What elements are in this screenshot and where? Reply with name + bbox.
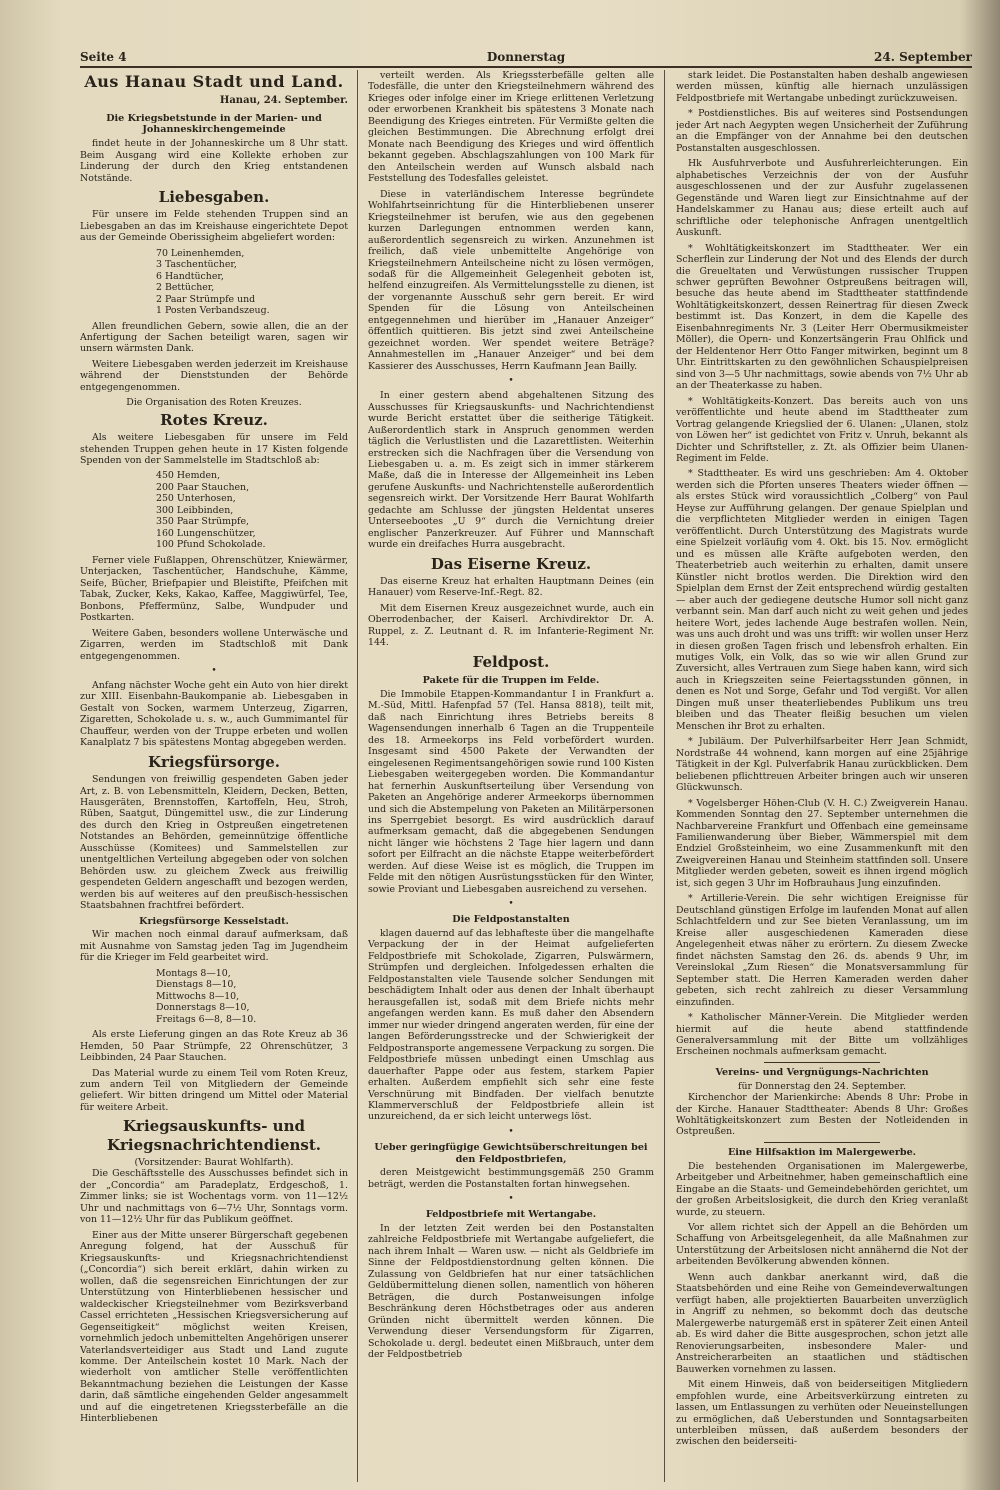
column-3: [676, 70, 968, 1482]
list-item: Freitags 6—8, 8—10.: [156, 1013, 257, 1025]
article-text: Hk Ausfuhrverbote und Ausfuhrerleichterungen. Ein alphabetisches Verzeichnis der von der Ausfuhr ausgeschlossenen und der zur Ausfuhr zugelassenen Gegenstände und Waren liegt zur Einsichtnahme auf der Handelskammer zu Hanau aus; diese erteilt auch auf schriftliche oder telephonische Anfragen unentgeltlich Auskunft.: [676, 158, 968, 239]
separator-dot: •: [508, 376, 514, 387]
article-heading: Eine Hilfsaktion im Malergewerbe.: [727, 1146, 917, 1158]
list-item: 250 Unterhosen,: [156, 493, 236, 505]
list-item: Montags 8—10,: [156, 967, 231, 979]
article-heading: Feldpostbriefe mit Wertangabe.: [425, 1209, 597, 1221]
list-item: 160 Lungenschützer,: [156, 527, 256, 539]
header-rule: [80, 66, 972, 68]
article-text: Wir machen noch einmal darauf aufmerksam, daß mit Ausnahme von Samstag jeden Tag im Jugendheim für die Krieger im Feld gearbeitet wird.: [80, 929, 348, 964]
schedule-list: [156, 968, 348, 1025]
list-item: 3 Taschentücher,: [156, 259, 237, 271]
article-heading: Pakete für die Truppen im Felde.: [422, 675, 600, 687]
article-byline: (Vorsitzender: Baurat Wohlfarth).: [134, 1157, 294, 1169]
list-item: 1 Posten Verbandszeug.: [156, 305, 270, 317]
issue-date: 24. September: [874, 50, 972, 64]
article-text: verteilt werden. Als Kriegssterbefälle gelten alle Todesfälle, die unter den Kriegsteilnehmern während des Krieges oder infolge einer im Kriege erlittenen Verletzung oder erworbenen Krankheit bis spätestens 3 Monate nach Beendigung des Krieges eintreten. Für Vermißte gelten die gleichen Bestimmungen. Die Abrechnung erfolgt drei Monate nach Beendigung des Krieges und wird öffentlich bekannt gegeben. Abschlagszahlungen von 100 Mark für den Anteilschein werden auf Wunsch alsbald nach Feststellung des Todesfalles geleistet.: [368, 70, 654, 185]
article-text: Allen freundlichen Gebern, sowie allen, die an der Anfertigung der Sachen beteiligt waren, sagen wir unsern wärmsten Dank.: [80, 320, 348, 355]
article-text: Die Geschäftsstelle des Ausschusses befindet sich in der „Concordia“ am Paradeplatz, Erdgeschoß, 1. Zimmer links; sie ist Wochentags vorm. von 11—12½ Uhr und nachmittags von 6—7½ Uhr, Sonntags vorm. von 11—12½ Uhr für das Publikum geöffnet.: [80, 1168, 348, 1226]
article-text: In der letzten Zeit werden bei den Postanstalten zahlreiche Feldpostbriefe mit Wertangabe aufgeliefert, die nach ihrem Inhalt — Waren usw. — nicht als Geldbriefe im Sinne der Feldpostdienstordnung gelten können. Die Zulassung von Geldbriefen hat nur einer tatsächlichen Geldübermittelung dienen sollen, namentlich von höheren Beträgen, die durch Postanweisungen infolge Beschränkung deren Höchstbetrages oder aus anderen Gründen nicht übermittelt werden können. Die Verwendung dieser Versendungsform für Zigarren, Schokolade u. dergl. bedeutet einen Mißbrauch, unter dem der Feldpostbetrieb: [368, 1222, 654, 1361]
divider: [764, 1142, 881, 1143]
article-heading: Kriegsfürsorge.: [148, 752, 280, 771]
article-text: * Artillerie-Verein. Die sehr wichtigen Ereignisse für Deutschland günstigen Erfolge im laufenden Monat auf allen Schlachtfeldern und zur See bieten Veranlassung, um im Kreise aller ausgeschiedenen Kameraden diese Angelegenheit etwas näher zu erörtern. Zu diesem Zwecke findet nächsten Samstag den 26. ds. abends 9 Uhr, im Vereinslokal „Zum Riesen“ die Monatsversammlung für September statt. Die Herren Kameraden werden daher gebeten, sich recht zahlreich zu dieser Versammlung einzufinden.: [676, 893, 968, 1008]
article-text: findet heute in der Johanneskirche um 8 Uhr statt. Beim Ausgang wird eine Kollekte erhoben zur Linderung der durch den Krieg entstandenen Notstände.: [80, 138, 348, 184]
article-text: Das eiserne Kreuz hat erhalten Hauptmann Deines (ein Hanauer) vom Reserve-Inf.-Regt. 82.: [368, 576, 654, 599]
page-number: Seite 4: [80, 50, 127, 64]
article-text: Die Immobile Etappen-Kommandantur I in Frankfurt a. M.-Süd, Mittl. Hafenpfad 57 (Tel. Hansa 8818), teilt mit, daß nach Einrichtung ihres Betriebs bereits 8 Wagensendungen innerhalb 6 Tagen an die Truppenteile des 18. Armeekorps ins Feld vorbefördert wurden. Insgesamt sind 4500 Pakete der Verwandten der eingelesenen Regimentsangehörigen sowie rund 100 Kisten Liebesgaben weitergegeben worden. Die Kommandantur hat fernerhin Auskunftserteilung über Versendung von Paketen an Angehörige anderer Armeekorps übernommen und sich die Abstempelung von Paketen an Militärpersonen ins Sperrgebiet besorgt. Es wird ausdrücklich darauf aufmerksam gemacht, daß die abgegebenen Sendungen nicht länger wie höchstens 2 Tage hier lagern und dann sofort per Eilfracht an die nächste Etappe weiterbefördert werden. Auf diese Weise ist es möglich, die Truppen im Felde mit den nötigen Ausrüstungsstücken für den Winter, sowie Proviant und Liebesgaben ausreichend zu versehen.: [368, 688, 654, 895]
article-text: * Jubiläum. Der Pulverhilfsarbeiter Herr Jean Schmidt, Nordstraße 44 wohnend, kann morgen auf eine 25jährige Tätigkeit in der Kgl. Pulverfabrik Hanau zurückblicken. Dem beliebenen pflichttreuen Arbeiter bringen auch wir unseren Glückwunsch.: [676, 736, 968, 794]
article-text: In einer gestern abend abgehaltenen Sitzung des Ausschusses für Kriegsauskunfts- und Nachrichtendienst wurde Bericht erstattet über die seitherige Tätigkeit. Außerordentlich stark in Anspruch genommen werden täglich die Verlustlisten und die Lazarettlisten. Weiterhin erstrecken sich die Nachfragen über die Versendung von Liebesgaben u. a. m. Es zeigt sich in immer stärkerem Maße, daß die in Interesse der Allgemeinheit ins Leben gerufene Auskunfts- und Nachrichtenstelle außerordentlich segensreich wirkt. Der Vorsitzende Herr Baurat Wohlfarth gedachte am Schlusse der jüngsten Heldentat unseres Unterseebootes „U 9“ durch die Vernichtung dreier englischer Panzerkreuzer. Auf Führer und Mannschaft wurde ein dreifaches Hurra ausgebracht.: [368, 390, 654, 551]
page-header: [80, 46, 972, 68]
article-heading: Kriegsfürsorge Kesselstadt.: [139, 915, 289, 927]
column-separator: [357, 70, 358, 1482]
article-text: Ferner viele Fußlappen, Ohrenschützer, Kniewärmer, Unterjacken, Taschentücher, Handschuhe, Kämme, Seife, Bücher, Briefpapier und Bleistifte, Pfeifchen mit Tabak, Zucker, Keks, Kakao, Kaffee, Maggiwürfel, Tee, Bonbons, Pfeffermünz, Salbe, Wundpuder und Postkarten.: [80, 554, 348, 624]
article-text: Die bestehenden Organisationen im Malergewerbe, Arbeitgeber und Arbeitnehmer, haben gemeinschaftlich eine Eingabe an die Staats- und Gemeindebehörden gerichtet, um der großen Arbeitslosigkeit, die durch den Krieg veranlaßt wurde, zu steuern.: [676, 1160, 968, 1218]
separator-dot: •: [508, 1194, 514, 1205]
article-heading: Das Eiserne Kreuz.: [430, 554, 592, 573]
article-text: Als weitere Liebesgaben für unsere im Feld stehenden Truppen gehen heute in 17 Kisten folgende Spenden von der Sammelstelle im Stadtschloß ab:: [80, 432, 348, 467]
article-text: Für unsere im Felde stehenden Truppen sind an Liebesgaben an das im Kreishause eingerichtete Depot aus der Gemeinde Oberissigheim abgeliefert worden:: [80, 209, 348, 244]
article-text: stark leidet. Die Postanstalten haben deshalb angewiesen werden müssen, künftig alle hiernach unzulässigen Feldpostbriefe mit Wertangabe unbedingt zurückzuweisen.: [676, 70, 968, 104]
article-text: Mit dem Eisernen Kreuz ausgezeichnet wurde, auch ein Oberrodenbacher, der Kaiserl. Archivdirektor Dr. A. Ruppel, z. Z. Leutnant d. R. im Infanterie-Regiment Nr. 144.: [368, 602, 654, 649]
list-item: Dienstags 8—10,: [156, 979, 237, 991]
signature: Die Organisation des Roten Kreuzes.: [126, 397, 302, 409]
donation-list: [156, 470, 348, 550]
article-text: Kirchenchor der Marienkirche: Abends 8 Uhr: Probe in der Kirche. Hanauer Stadttheater: Abends 8 Uhr: Großes Wohltätigkeitskonzert zum Besten der Notleidenden in Ostpreußen.: [676, 1092, 968, 1138]
article-text: deren Meistgewicht bestimmungsgemäß 250 Gramm beträgt, werden die Postanstalten fortan hinwegsehen.: [368, 1167, 654, 1190]
dateline: Hanau, 24. September.: [219, 94, 348, 106]
article-heading: Liebesgaben.: [158, 187, 270, 206]
article-heading: Vereins- und Vergnügungs-Nachrichten: [715, 1066, 929, 1078]
section-title: Aus Hanau Stadt und Land.: [84, 72, 344, 91]
list-item: 2 Paar Strümpfe und: [156, 293, 256, 305]
article-text: klagen dauernd auf das lebhafteste über die mangelhafte Verpackung der in der Heimat aufgelieferten Feldpostbriefe mit Schokolade, Zigarren, Pulswärmern, Strümpfen und dergleichen. Infolgedessen erhalten die Feldpostanstalten viele Tausende solcher Sendungen mit beschädigtem Inhalt oder aus denen der Inhalt überhaupt herausgefallen ist, sodaß mit dem Briefe nichts mehr angefangen werden kann. Es muß daher den Absendern immer nur wieder dringend angeraten werden, für eine der langen Beförderungsstrecke und der Schwierigkeit der Feldpostransporte angemessene Verpackung zu sorgen. Die Feldpostbriefe müssen unbedingt einen Umschlag aus dauerhafter Pappe oder aus festem, starkem Papier erhalten. Außerdem empfiehlt sich sehr eine feste Verschnürung mit Bindfaden. Der vielfach benutzte Klammerverschluß der Feldpostbriefe allein ist unzureichend, da er sich leicht unterwegs löst.: [368, 927, 654, 1123]
article-text: * Vogelsberger Höhen-Club (V. H. C.) Zweigverein Hanau. Kommenden Sonntag den 27. September unternehmen die Nachbarvereine Frankfurt und Offenbach eine gemeinsame Familienwanderung über Bieber, Wämmerspiel mit dem Endziel Großsteinheim, wo eine Zusammenkunft mit den Zweigvereinen Hanau und Steinheim stattfinden soll. Unsere Mitglieder werden gebeten, soweit es ihnen irgend möglich ist, sich gegen 3 Uhr im Hofbrauhaus Jung einzufinden.: [676, 797, 968, 889]
article-heading: Feldpost.: [472, 652, 550, 671]
separator-dot: •: [508, 1126, 514, 1137]
article-text: Anfang nächster Woche geht ein Auto von hier direkt zur XIII. Eisenbahn-Baukompanie ab. Liebesgaben in Gestalt von Socken, warmem Unterzeug, Zigarren, Zigaretten, Schokolade u. s. w., auch Gummimantel für Chauffeur, werden von der Truppe erbeten und wollen Kanalplatz 7 bis spätestens Montag abgegeben werden.: [80, 679, 348, 749]
column-2: [368, 70, 654, 1482]
column-1: [80, 70, 348, 1482]
list-item: 6 Handtücher,: [156, 270, 224, 282]
article-subheading: für Donnerstag den 24. September.: [738, 1080, 906, 1092]
list-item: 300 Leibbinden,: [156, 504, 234, 516]
article-heading: Rotes Kreuz.: [160, 410, 268, 429]
article-text: Einer aus der Mitte unserer Bürgerschaft gegebenen Anregung folgend, hat der Ausschuß für Kriegsauskunfts- und Kriegsnachrichtendienst („Concordia“) sich bereit erklärt, dahin wirken zu wollen, daß die segensreichen Einrichtungen der zur Unterstützung von Hinterbliebenen hessischer und waldeckischer Kriegsteilnehmer vom Bezirksverband Cassel errichteten „Hessischen Kriegsversicherung auf Gegenseitigkeit“ möglichst weiten Kreisen, vornehmlich jedoch unbemittelten Angehörigen unserer Vaterlandsverteidiger aus Stadt und Land zugute komme. Der Anteilschein kostet 10 Mark. Nach der wiederholt von amtlicher Stelle veröffentlichten Bekanntmachung beziehen die Leistungen der Kasse darin, daß sämtliche eingehenden Gelder angesammelt und auf die eingetretenen Kriegssterbefälle an die Hinterbliebenen: [80, 1229, 348, 1425]
article-text: Das Material wurde zu einem Teil vom Roten Kreuz, zum andern Teil von Mitgliedern der Gemeinde geliefert. Wir bitten dringend um Mittel oder Material für weitere Arbeit.: [80, 1067, 348, 1113]
list-item: Mittwochs 8—10,: [156, 990, 240, 1002]
divider: [764, 1062, 881, 1063]
article-text: Vor allem richtet sich der Appell an die Behörden um Schaffung von Arbeitsgelegenheit, da alle Maßnahmen zur Unterstützung der Arbeitslosen nicht annähernd die Not der arbeitenden Bevölkerung abwenden können.: [676, 1222, 968, 1268]
article-text: Als erste Lieferung gingen an das Rote Kreuz ab 36 Hemden, 50 Paar Strümpfe, 22 Ohrenschützer, 3 Leibbinden, 24 Paar Stauchen.: [80, 1029, 348, 1064]
list-item: 350 Paar Strümpfe,: [156, 516, 249, 528]
article-text: * Wohltätigkeitskonzert im Stadttheater. Wer ein Scherflein zur Linderung der Not und des Elends der durch die Greueltaten und Verwüstungen russischer Truppen schwer geprüften Bewohner Ostpreußens beitragen will, besuche das heute abend im Stadttheater stattfindende Wohltätigkeitskonzert, dessen Reinertrag für diesen Zweck bestimmt ist. Das Konzert, in dem die Kapelle des Eisenbahnregiments Nr. 3 (Leiter Herr Obermusikmeister Möller), die Opern- und Konzertsängerin Frau Ohlfick und der Heldentenor Herr Otto Fanger mitwirken, beginnt um 8 Uhr. Eintrittskarten zu den gewöhnlichen Schauspielpreisen sind von 3—5 Uhr nachmittags, sowie abends von 7½ Uhr ab an der Theaterkasse zu haben.: [676, 242, 968, 392]
article-text: Diese in vaterländischem Interesse begründete Wohlfahrtseinrichtung für die Hinterbliebenen unserer Kriegsteilnehmer ist berufen, wie aus den gegebenen kurzen Darlegungen entnommen werden kann, außerordentlich segensreich zu wirken. Anzunehmen ist freilich, daß viele unbemittelte Angehörige von Kriegsteilnehmern Anteilscheine nicht zu lösen vermögen, sodaß für die Allgemeinheit Gelegenheit geboten ist, helfend einzugreifen. Als Vermittelungsstelle zu dienen, ist der vorgenannte Ausschuß sehr gern bereit. Er wird Spenden für die Lösung von Anteilscheinen entgegennehmen und hierüber im „Hanauer Anzeiger“ öffentlich quittieren. Bis jetzt sind zwei Anteilscheine gezeichnet worden. Wer spendet weitere Beträge? Annahmestellen im „Hanauer Anzeiger“ und bei dem Kassierer des Ausschusses, Herrn Kaufmann Jean Bailly.: [368, 188, 654, 372]
article-heading: Kriegsauskunfts- und Kriegsnachrichtendienst.: [106, 1117, 322, 1154]
list-item: 2 Bettücher,: [156, 282, 215, 294]
list-item: 70 Leinenhemden,: [156, 247, 245, 259]
article-text: Weitere Liebesgaben werden jederzeit im Kreishause während der Dienststunden der Behörde entgegengenommen.: [80, 358, 348, 393]
weekday: Donnerstag: [486, 50, 566, 64]
article-text: Weitere Gaben, besonders wollene Unterwäsche und Zigarren, werden im Stadtschloß mit Dank entgegengenommen.: [80, 627, 348, 662]
article-heading: Ueber geringfügige Gewichtsüberschreitungen bei den Feldpostbriefen,: [374, 1141, 648, 1165]
list-item: 100 Pfund Schokolade.: [156, 539, 266, 551]
article-text: Wenn auch dankbar anerkannt wird, daß die Staatsbehörden und eine Reihe von Gemeindeverwaltungen verfügt haben, alle projektierten Bauarbeiten unverzüglich in Angriff zu nehmen, so bekommt doch das deutsche Malergewerbe naturgemäß erst in späterer Zeit einen Anteil ab. Es wird daher die Bitte ausgesprochen, schon jetzt alle Renovierungsarbeiten, insbesondere Maler- und Anstreicherarbeiten an staatlichen und städtischen Bauwerken vornehmen zu lassen.: [676, 1271, 968, 1375]
list-item: Donnerstags 8—10,: [156, 1002, 250, 1014]
article-text: * Wohltätigkeits-Konzert. Das bereits auch von uns veröffentlichte und heute abend im Stadttheater zum Vortrag gelangende Kriegslied der 6. Ulanen: „Ulanen, stolz von Löwen her“ ist gedichtet von Fritz v. Unruh, bekannt als Dichter und Schriftsteller, z. Zt. als Offizier beim Ulanen-Regiment im Felde.: [676, 395, 968, 464]
article-text: * Postdienstliches. Bis auf weiteres sind Postsendungen jeder Art nach Aegypten wegen Unsicherheit der Zuführung an die Empfänger von der Annahme bei den deutschen Postanstalten ausgeschlossen.: [676, 108, 968, 154]
separator-dot: •: [508, 899, 514, 910]
list-item: 450 Hemden,: [156, 470, 221, 482]
article-text: * Stadttheater. Es wird uns geschrieben: Am 4. Oktober werden sich die Pforten unseres Theaters wieder öffnen — als erstes Stück wird voraussichtlich „Colberg“ von Paul Heyse zur Aufführung gelangen. Der genaue Spielplan und die verpflichteten Mitglieder werden in einigen Tagen veröffentlicht. Durch Unterstützung des Magistrats wurde eine Spielzeit vorläufig vom 4. Okt. bis 15. Nov. ermöglicht und es müssen alle Kräfte aufgeboten werden, den Theaterbetrieb auch weiterhin zu erhalten, damit unsere Künstler nicht brotlos werden. Die Direktion wird den Spielplan dem Ernst der Zeit entsprechend würdig gestalten — aber auch der gediegene deutsche Humor soll nicht ganz verbannt sein. Man darf auch nicht zu weit gehen und jedes heitere Wort, jedes lachende Auge bestrafen wollen. Nein, was uns auch droht und was uns trifft: wir wollen unser Herz in diesen großen Tagen frisch und lebensfroh erhalten. Ein mutiges Volk, ein Volk, das so wie wir allen Grund zur Zuversicht, alles Vertrauen zum Siege haben kann, wird sich auch in Kriegszeiten seine Feiertagsstunden gönnen, in denen es Not und Sorge, Gefahr und Tod vergißt. Vor allen Dingen muß unser theaterliebendes Publikum uns treu bleiben und das Theater fleißig besuchen um vielen Menschen ihr Brot zu erhalten.: [676, 468, 968, 732]
article-heading: Die Kriegsbetstunde in der Marien- und Johanneskirchengemeinde: [106, 112, 322, 136]
article-heading: Die Feldpostanstalten: [452, 914, 570, 926]
list-item: 200 Paar Stauchen,: [156, 481, 250, 493]
donation-list: [156, 248, 348, 317]
article-text: * Katholischer Männer-Verein. Die Mitglieder werden hiermit auf die heute abend stattfindende Generalversammlung mit der Bitte um vollzähliges Erscheinen nochmals aufmerksam gemacht.: [676, 1012, 968, 1058]
article-text: Sendungen von freiwillig gespendeten Gaben jeder Art, z. B. von Lebensmitteln, Kleidern, Decken, Betten, Hausgeräten, Brennstoffen, Kartoffeln, Heu, Stroh, Rüben, Saatgut, Düngemittel usw., die zur Linderung des durch den Krieg in Ostpreußen eingetretenen Notstandes an Behörden, gemeinnützige öffentliche Ausschüsse (Komitees) und Sammelstellen zur unentgeltlichen Verteilung abgegeben oder von solchen Behörden usw. zu gleichem Zweck aus freiwillig gespendeten Geldern angeschafft und bezogen werden, werden bis auf weiteres auf den preußisch-hessischen Staatsbahnen frachtfrei befördert.: [80, 774, 348, 912]
column-separator: [664, 70, 665, 1482]
article-text: Mit einem Hinweis, daß von beiderseitigen Mitgliedern empfohlen wurde, eine Arbeitsverkürzung eintreten zu lassen, um Entlassungen zu verhüten oder Neueinstellungen zu ermöglichen, daß Ueberstunden und Sonntagsarbeiten unterbleiben müssen, daß außerdem besonders der zwischen den beiderseiti-: [676, 1379, 968, 1448]
separator-dot: •: [211, 665, 217, 676]
